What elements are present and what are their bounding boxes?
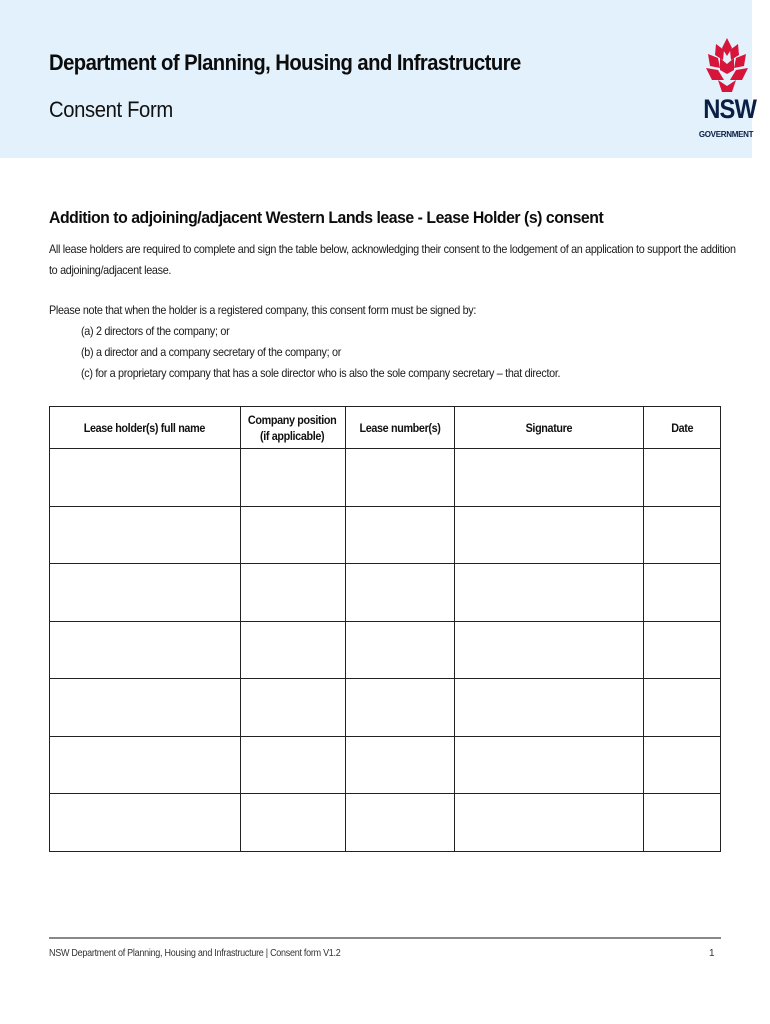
full-name-cell[interactable] <box>50 449 241 507</box>
company-position-cell[interactable] <box>240 564 345 622</box>
date-cell[interactable] <box>644 621 721 679</box>
company-note: Please note that when the holder is a registered company, this consent form must be signed by: <box>49 303 477 317</box>
date-cell[interactable] <box>644 449 721 507</box>
company-position-cell[interactable] <box>240 449 345 507</box>
signature-cell[interactable] <box>455 679 644 737</box>
table-row <box>50 449 721 507</box>
nsw-government-logo <box>698 36 756 148</box>
table-row <box>50 506 721 564</box>
intro-line: All lease holders are required to complete and sign the table below, acknowledging their consent to the lodgement of an application to support the addition <box>49 242 736 256</box>
lease-number-cell[interactable] <box>345 449 455 507</box>
consent-table <box>49 406 721 852</box>
company-position-cell[interactable] <box>240 679 345 737</box>
footer-divider <box>49 937 721 939</box>
column-header-date: Date <box>644 407 721 449</box>
lease-number-cell[interactable] <box>345 794 455 852</box>
signature-cell[interactable] <box>455 736 644 794</box>
condition-item: (b) a director and a company secretary of the company; or <box>81 345 341 359</box>
waratah-icon <box>704 36 750 94</box>
full-name-cell[interactable] <box>50 679 241 737</box>
signing-conditions-list <box>81 321 560 384</box>
header-band <box>0 0 757 158</box>
intro-paragraph <box>49 239 736 281</box>
company-position-cell[interactable] <box>240 621 345 679</box>
lease-number-cell[interactable] <box>345 564 455 622</box>
full-name-cell[interactable] <box>50 564 241 622</box>
lease-number-cell[interactable] <box>345 621 455 679</box>
section-heading: Addition to adjoining/adjacent Western Lands lease - Lease Holder (s) consent <box>49 208 604 227</box>
page-number: 1 <box>709 948 715 959</box>
footer-text: NSW Department of Planning, Housing and Infrastructure | Consent form V1.2 <box>49 948 341 959</box>
table-row <box>50 564 721 622</box>
full-name-cell[interactable] <box>50 621 241 679</box>
column-header-signature: Signature <box>455 407 644 449</box>
company-position-cell[interactable] <box>240 794 345 852</box>
date-cell[interactable] <box>644 736 721 794</box>
table-row <box>50 736 721 794</box>
date-cell[interactable] <box>644 506 721 564</box>
company-position-cell[interactable] <box>240 736 345 794</box>
full-name-cell[interactable] <box>50 794 241 852</box>
full-name-cell[interactable] <box>50 506 241 564</box>
lease-number-cell[interactable] <box>345 679 455 737</box>
table-row <box>50 621 721 679</box>
full-name-cell[interactable] <box>50 736 241 794</box>
condition-item: (c) for a proprietary company that has a sole director who is also the sole company secretary – that director. <box>81 366 561 380</box>
logo-wordmark: NSW <box>703 94 757 124</box>
lease-number-cell[interactable] <box>345 506 455 564</box>
signature-cell[interactable] <box>455 621 644 679</box>
company-position-cell[interactable] <box>240 506 345 564</box>
signature-cell[interactable] <box>455 506 644 564</box>
column-header-full-name: Lease holder(s) full name <box>50 407 241 449</box>
date-cell[interactable] <box>644 564 721 622</box>
table-row <box>50 794 721 852</box>
table-row <box>50 679 721 737</box>
signature-cell[interactable] <box>455 449 644 507</box>
column-header-lease-number: Lease number(s) <box>345 407 455 449</box>
table-header-row <box>50 407 721 449</box>
signature-cell[interactable] <box>455 564 644 622</box>
column-header-company-position: Company position (if applicable) <box>240 407 345 449</box>
condition-item: (a) 2 directors of the company; or <box>81 324 230 338</box>
lease-number-cell[interactable] <box>345 736 455 794</box>
signature-cell[interactable] <box>455 794 644 852</box>
form-name: Consent Form <box>49 97 173 122</box>
date-cell[interactable] <box>644 679 721 737</box>
intro-line: to adjoining/adjacent lease. <box>49 263 172 277</box>
date-cell[interactable] <box>644 794 721 852</box>
department-title: Department of Planning, Housing and Infrastructure <box>49 50 521 75</box>
logo-subtext: GOVERNMENT <box>698 130 754 139</box>
